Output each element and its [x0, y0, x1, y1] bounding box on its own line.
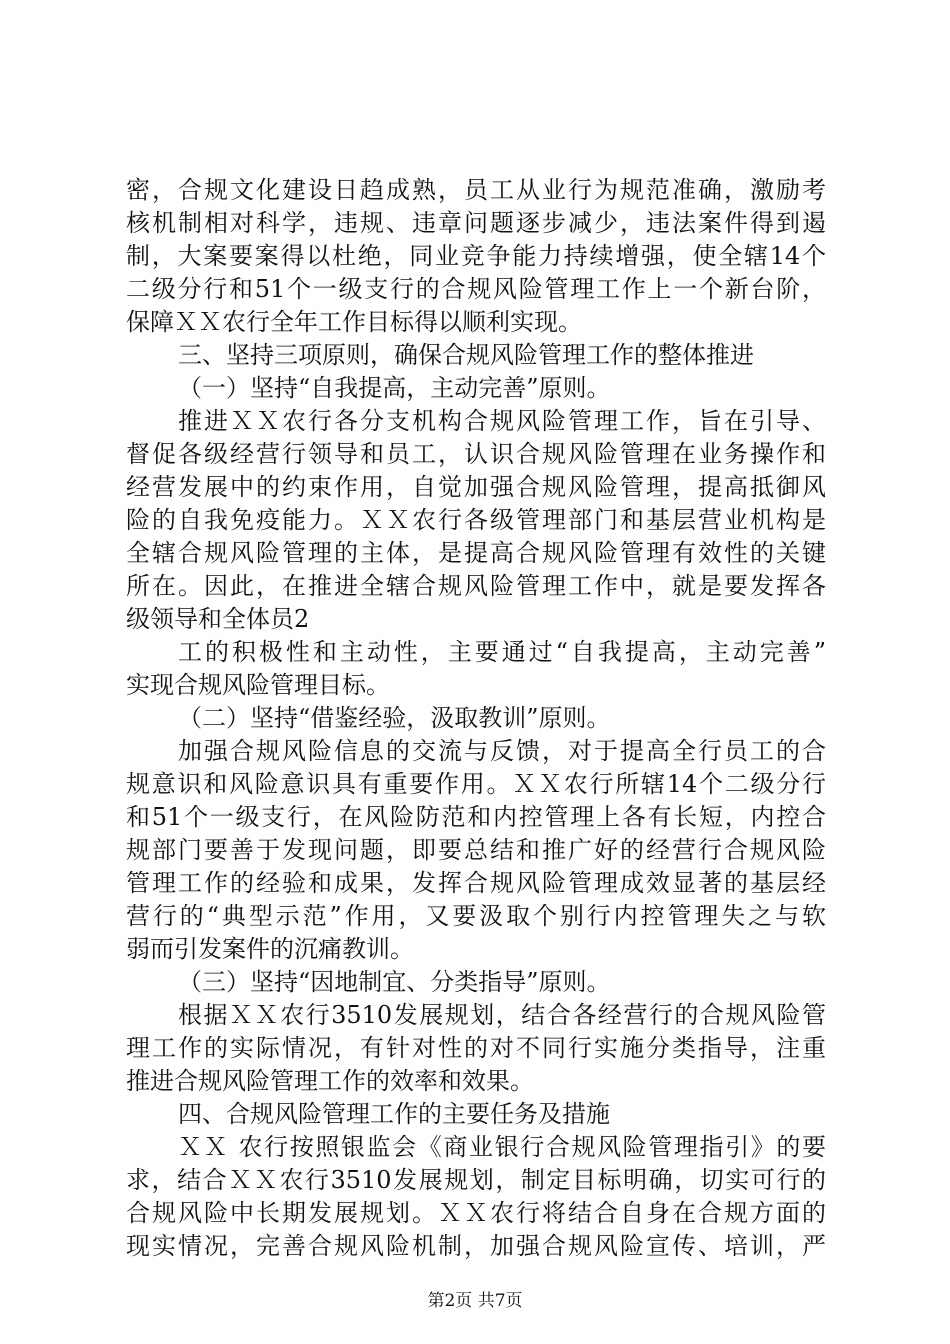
document-body: [126, 174, 826, 1263]
text-line: 推进ＸＸ农行各分支机构合规风险管理工作，旨在引导、: [178, 407, 826, 435]
text-line: 核机制相对科学，违规、违章问题逐步减少，违法案件得到遏: [126, 209, 826, 237]
text-line: 工的积极性和主动性，主要通过“自我提高，主动完善”: [178, 638, 826, 666]
text-line: 保障ＸＸ农行全年工作目标得以顺利实现。: [126, 308, 582, 336]
text-line: 险的自我免疫能力。ＸＸ农行各级管理部门和基层营业机构是: [126, 506, 826, 534]
text-line: 规部门要善于发现问题，即要总结和推广好的经营行合规风险: [126, 836, 826, 864]
text-line: 营行的“典型示范”作用，又要汲取个别行内控管理失之与软: [126, 902, 826, 930]
text-line: 求，结合ＸＸ农行3510发展规划，制定目标明确，切实可行的: [126, 1166, 826, 1194]
text-line: 规意识和风险意识具有重要作用。ＸＸ农行所辖14个二级分行: [126, 770, 826, 798]
text-line: 制，大案要案得以杜绝，同业竞争能力持续增强，使全辖14个: [126, 242, 826, 270]
text-line: 全辖合规风险管理的主体，是提高合规风险管理有效性的关键: [126, 539, 826, 567]
text-line: 根据ＸＸ农行3510发展规划，结合各经营行的合规风险管: [178, 1001, 826, 1029]
text-line: 和51个一级支行，在风险防范和内控管理上各有长短，内控合: [126, 803, 826, 831]
text-line: 级领导和全体员2: [126, 605, 310, 633]
text-line: 弱而引发案件的沉痛教训。: [126, 935, 414, 963]
text-line: 密，合规文化建设日趋成熟，员工从业行为规范准确，激励考: [126, 176, 826, 204]
subsection-heading-3: （三）坚持“因地制宜、分类指导”原则。: [178, 968, 611, 996]
text-line: 合规风险中长期发展规划。ＸＸ农行将结合自身在合规方面的: [126, 1199, 826, 1227]
section-heading-4: 四、合规风险管理工作的主要任务及措施: [178, 1100, 610, 1128]
text-line: 督促各级经营行领导和员工，认识合规风险管理在业务操作和: [126, 440, 826, 468]
text-line: 推进合规风险管理工作的效率和效果。: [126, 1067, 534, 1095]
text-line: 经营发展中的约束作用，自觉加强合规风险管理，提高抵御风: [126, 473, 826, 501]
page-number: 第2页 共7页: [427, 1291, 523, 1311]
text-line: 管理工作的经验和成果，发挥合规风险管理成效显著的基层经: [126, 869, 826, 897]
text-line: 所在。因此，在推进全辖合规风险管理工作中，就是要发挥各: [126, 572, 826, 600]
subsection-heading-2: （二）坚持“借鉴经验，汲取教训”原则。: [178, 704, 611, 732]
text-line: 加强合规风险信息的交流与反馈，对于提高全行员工的合: [178, 737, 826, 765]
section-heading-3: 三、坚持三项原则，确保合规风险管理工作的整体推进: [178, 341, 754, 369]
text-line: ＸＸ 农行按照银监会《商业银行合规风险管理指引》的要: [178, 1133, 826, 1161]
text-line: 二级分行和51个一级支行的合规风险管理工作上一个新台阶，: [126, 275, 826, 303]
subsection-heading-1: （一）坚持“自我提高，主动完善”原则。: [178, 374, 611, 402]
text-line: 理工作的实际情况，有针对性的对不同行实施分类指导，注重: [126, 1034, 826, 1062]
text-line: 实现合规风险管理目标。: [126, 671, 390, 699]
page-footer: [0, 1290, 950, 1312]
text-line: 现实情况，完善合规风险机制，加强合规风险宣传、培训，严: [126, 1232, 826, 1260]
